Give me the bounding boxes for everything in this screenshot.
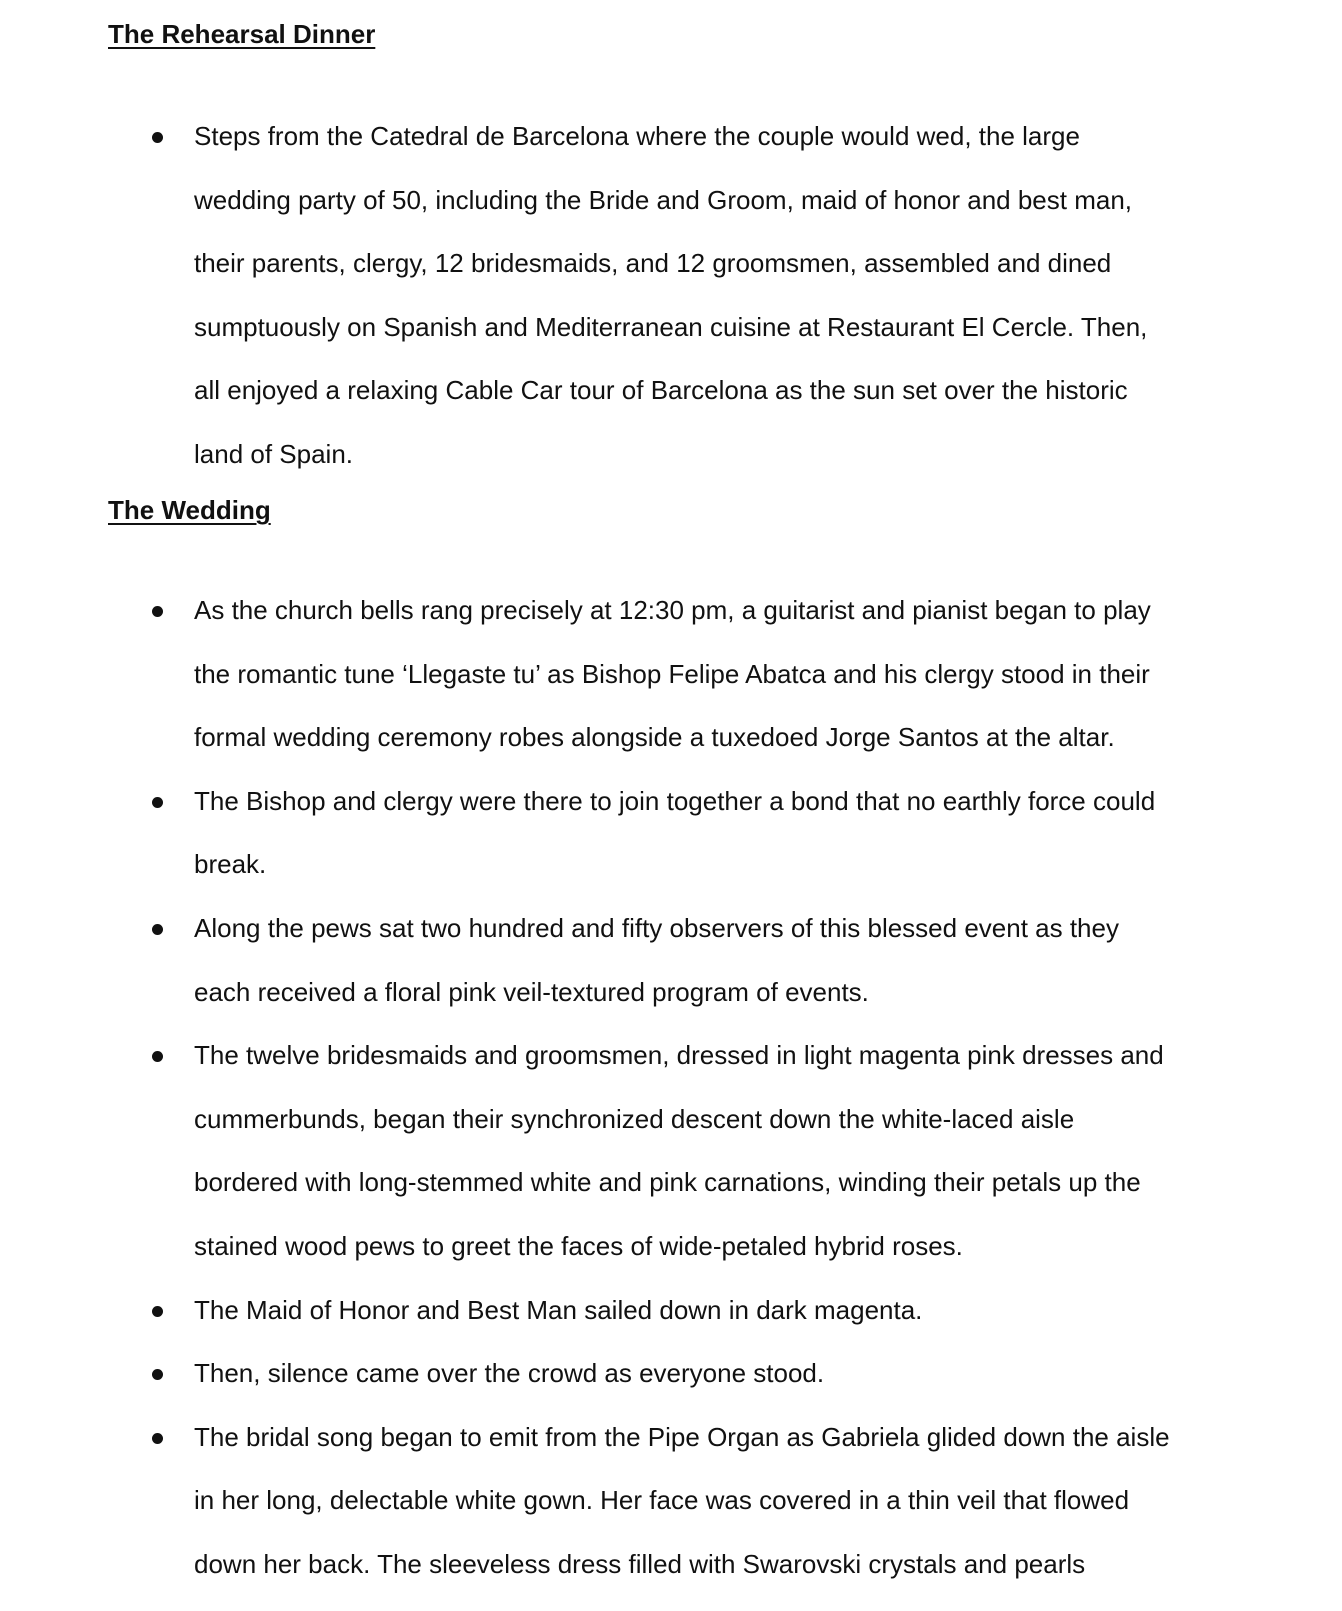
text-line: down her back. The sleeveless dress filled with Swarovski crystals and pearls bbox=[194, 1548, 1086, 1579]
text-line: Steps from the Catedral de Barcelona where the couple would wed, the large bbox=[194, 121, 1080, 151]
bullet-list-rehearsal-dinner bbox=[0, 105, 1342, 487]
section-heading-the-wedding: The Wedding bbox=[108, 495, 271, 525]
list-item bbox=[0, 105, 1342, 487]
text-line: Then, silence came over the crowd as everyone stood. bbox=[194, 1358, 825, 1389]
text-line: As the church bells rang precisely at 12:30 pm, a guitarist and pianist began to play bbox=[194, 595, 1151, 625]
list-item bbox=[0, 1406, 1342, 1597]
text-line: formal wedding ceremony robes alongside a tuxedoed Jorge Santos at the altar. bbox=[194, 722, 1115, 753]
list-item bbox=[0, 1342, 1342, 1406]
bullet-icon bbox=[152, 1369, 163, 1380]
list-item bbox=[0, 770, 1342, 897]
text-line: each received a floral pink veil-textured program of events. bbox=[194, 976, 869, 1007]
list-item bbox=[0, 1279, 1342, 1343]
bullet-icon bbox=[152, 1306, 163, 1317]
text-line: their parents, clergy, 12 bridesmaids, and 12 groomsmen, assembled and dined bbox=[194, 248, 1112, 279]
text-line: sumptuously on Spanish and Mediterranean cuisine at Restaurant El Cercle. Then, bbox=[194, 311, 1148, 342]
text-line: The twelve bridesmaids and groomsmen, dressed in light magenta pink dresses and bbox=[194, 1040, 1164, 1071]
section-heading-rehearsal-dinner: The Rehearsal Dinner bbox=[108, 19, 376, 49]
text-line: The bridal song began to emit from the Pipe Organ as Gabriela glided down the aisle bbox=[194, 1421, 1170, 1452]
bullet-icon bbox=[152, 1433, 163, 1444]
text-line: wedding party of 50, including the Bride and Groom, maid of honor and best man, bbox=[194, 184, 1133, 215]
text-line: Along the pews sat two hundred and fifty observers of this blessed event as they bbox=[194, 912, 1119, 943]
bullet-icon bbox=[152, 924, 163, 935]
list-item bbox=[0, 897, 1342, 1024]
text-line: The Maid of Honor and Best Man sailed down in dark magenta. bbox=[194, 1294, 923, 1325]
text-line: bordered with long-stemmed white and pink carnations, winding their petals up the bbox=[194, 1167, 1141, 1198]
bullet-icon bbox=[152, 1051, 163, 1062]
bullet-list-the-wedding bbox=[0, 579, 1342, 1597]
text-line: all enjoyed a relaxing Cable Car tour of Barcelona as the sun set over the historic bbox=[194, 375, 1128, 406]
bullet-icon bbox=[152, 606, 163, 617]
text-line: The Bishop and clergy were there to join together a bond that no earthly force could bbox=[194, 785, 1156, 816]
text-line: cummerbunds, began their synchronized descent down the white-laced aisle bbox=[194, 1103, 1075, 1134]
bullet-icon bbox=[152, 132, 163, 143]
bullet-icon bbox=[152, 797, 163, 808]
list-item bbox=[0, 1024, 1342, 1278]
text-line: land of Spain. bbox=[194, 438, 354, 469]
text-line: stained wood pews to greet the faces of wide-petaled hybrid roses. bbox=[194, 1230, 963, 1261]
text-line: in her long, delectable white gown. Her face was covered in a thin veil that flowed bbox=[194, 1485, 1130, 1516]
list-item bbox=[0, 579, 1342, 770]
text-line: break. bbox=[194, 849, 267, 880]
text-line: the romantic tune ‘Llegaste tu’ as Bishop Felipe Abatca and his clergy stood in their bbox=[194, 658, 1150, 689]
